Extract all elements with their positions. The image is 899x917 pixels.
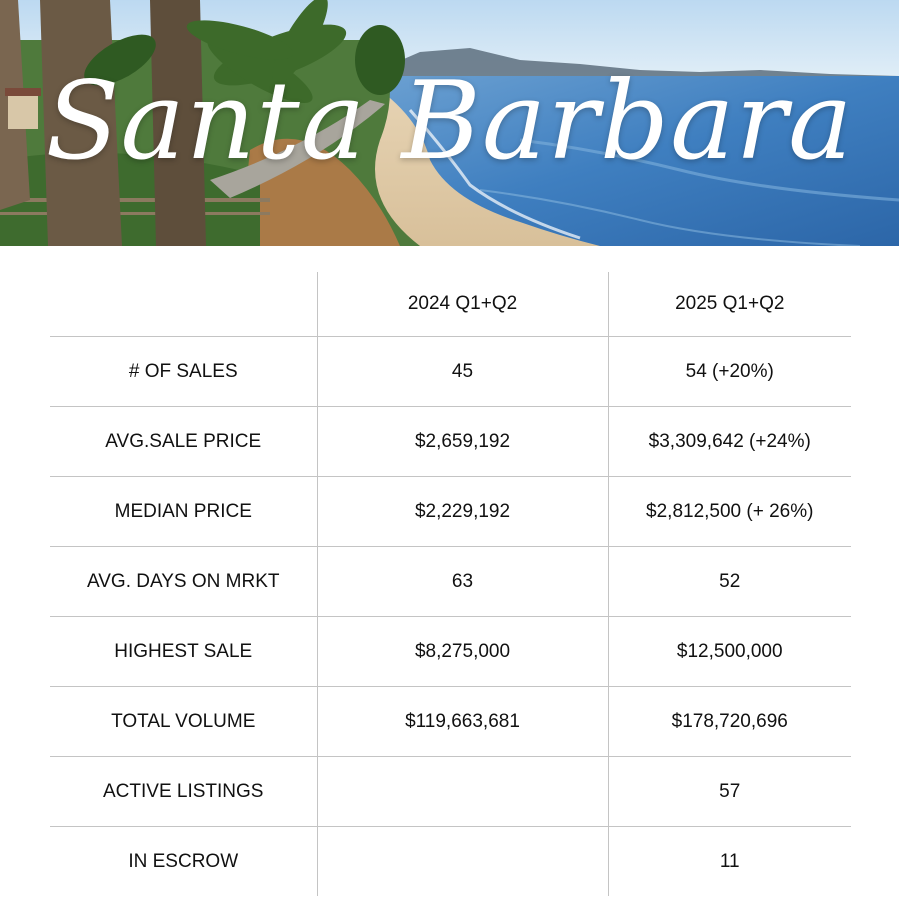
- banner-title: Santa Barbara: [45, 59, 854, 184]
- cell-2025: 52: [608, 547, 851, 617]
- banner-image: [0, 0, 899, 246]
- cell-2024: $2,229,192: [317, 477, 608, 547]
- cell-2024: $8,275,000: [317, 617, 608, 687]
- row-label: AVG. DAYS ON MRKT: [50, 547, 317, 617]
- cell-2024: $2,659,192: [317, 407, 608, 477]
- table-row: [50, 757, 851, 827]
- table-row: [50, 687, 851, 757]
- header-row: [50, 272, 851, 337]
- table-row: [50, 617, 851, 687]
- cell-2025: $12,500,000: [608, 617, 851, 687]
- cell-2025: 11: [608, 827, 851, 897]
- row-label: IN ESCROW: [128, 850, 239, 872]
- header-2025: 2025 Q1+Q2: [608, 272, 851, 337]
- cell-2025: 57: [608, 757, 851, 827]
- cell-2025: $178,720,696: [608, 687, 851, 757]
- row-label: TOTAL VOLUME: [50, 687, 317, 757]
- row-label: HIGHEST SALE: [50, 617, 317, 687]
- row-label: MEDIAN PRICE: [50, 477, 317, 547]
- row-label: ACTIVE LISTINGS: [50, 757, 317, 827]
- row-label: AVG.SALE PRICE: [50, 407, 317, 477]
- cell-2025: 54 (+20%): [608, 337, 851, 407]
- table-row: [50, 477, 851, 547]
- header-blank-cell: [50, 272, 317, 337]
- cell-2025: $2,812,500 (+ 26%): [608, 477, 851, 547]
- row-label: # OF SALES: [50, 337, 317, 407]
- cell-2024: $119,663,681: [317, 687, 608, 757]
- table-row: [50, 407, 851, 477]
- cell-2024: 45: [317, 337, 608, 407]
- table-row: [50, 337, 851, 407]
- cell-2024: [317, 827, 608, 897]
- table-row: [50, 827, 851, 897]
- header-2024: 2024 Q1+Q2: [317, 272, 608, 337]
- cell-2024: 63: [317, 547, 608, 617]
- table-row: [50, 547, 851, 617]
- cell-2025: $3,309,642 (+24%): [608, 407, 851, 477]
- cell-2024: [317, 757, 608, 827]
- market-stats-table: [50, 272, 851, 896]
